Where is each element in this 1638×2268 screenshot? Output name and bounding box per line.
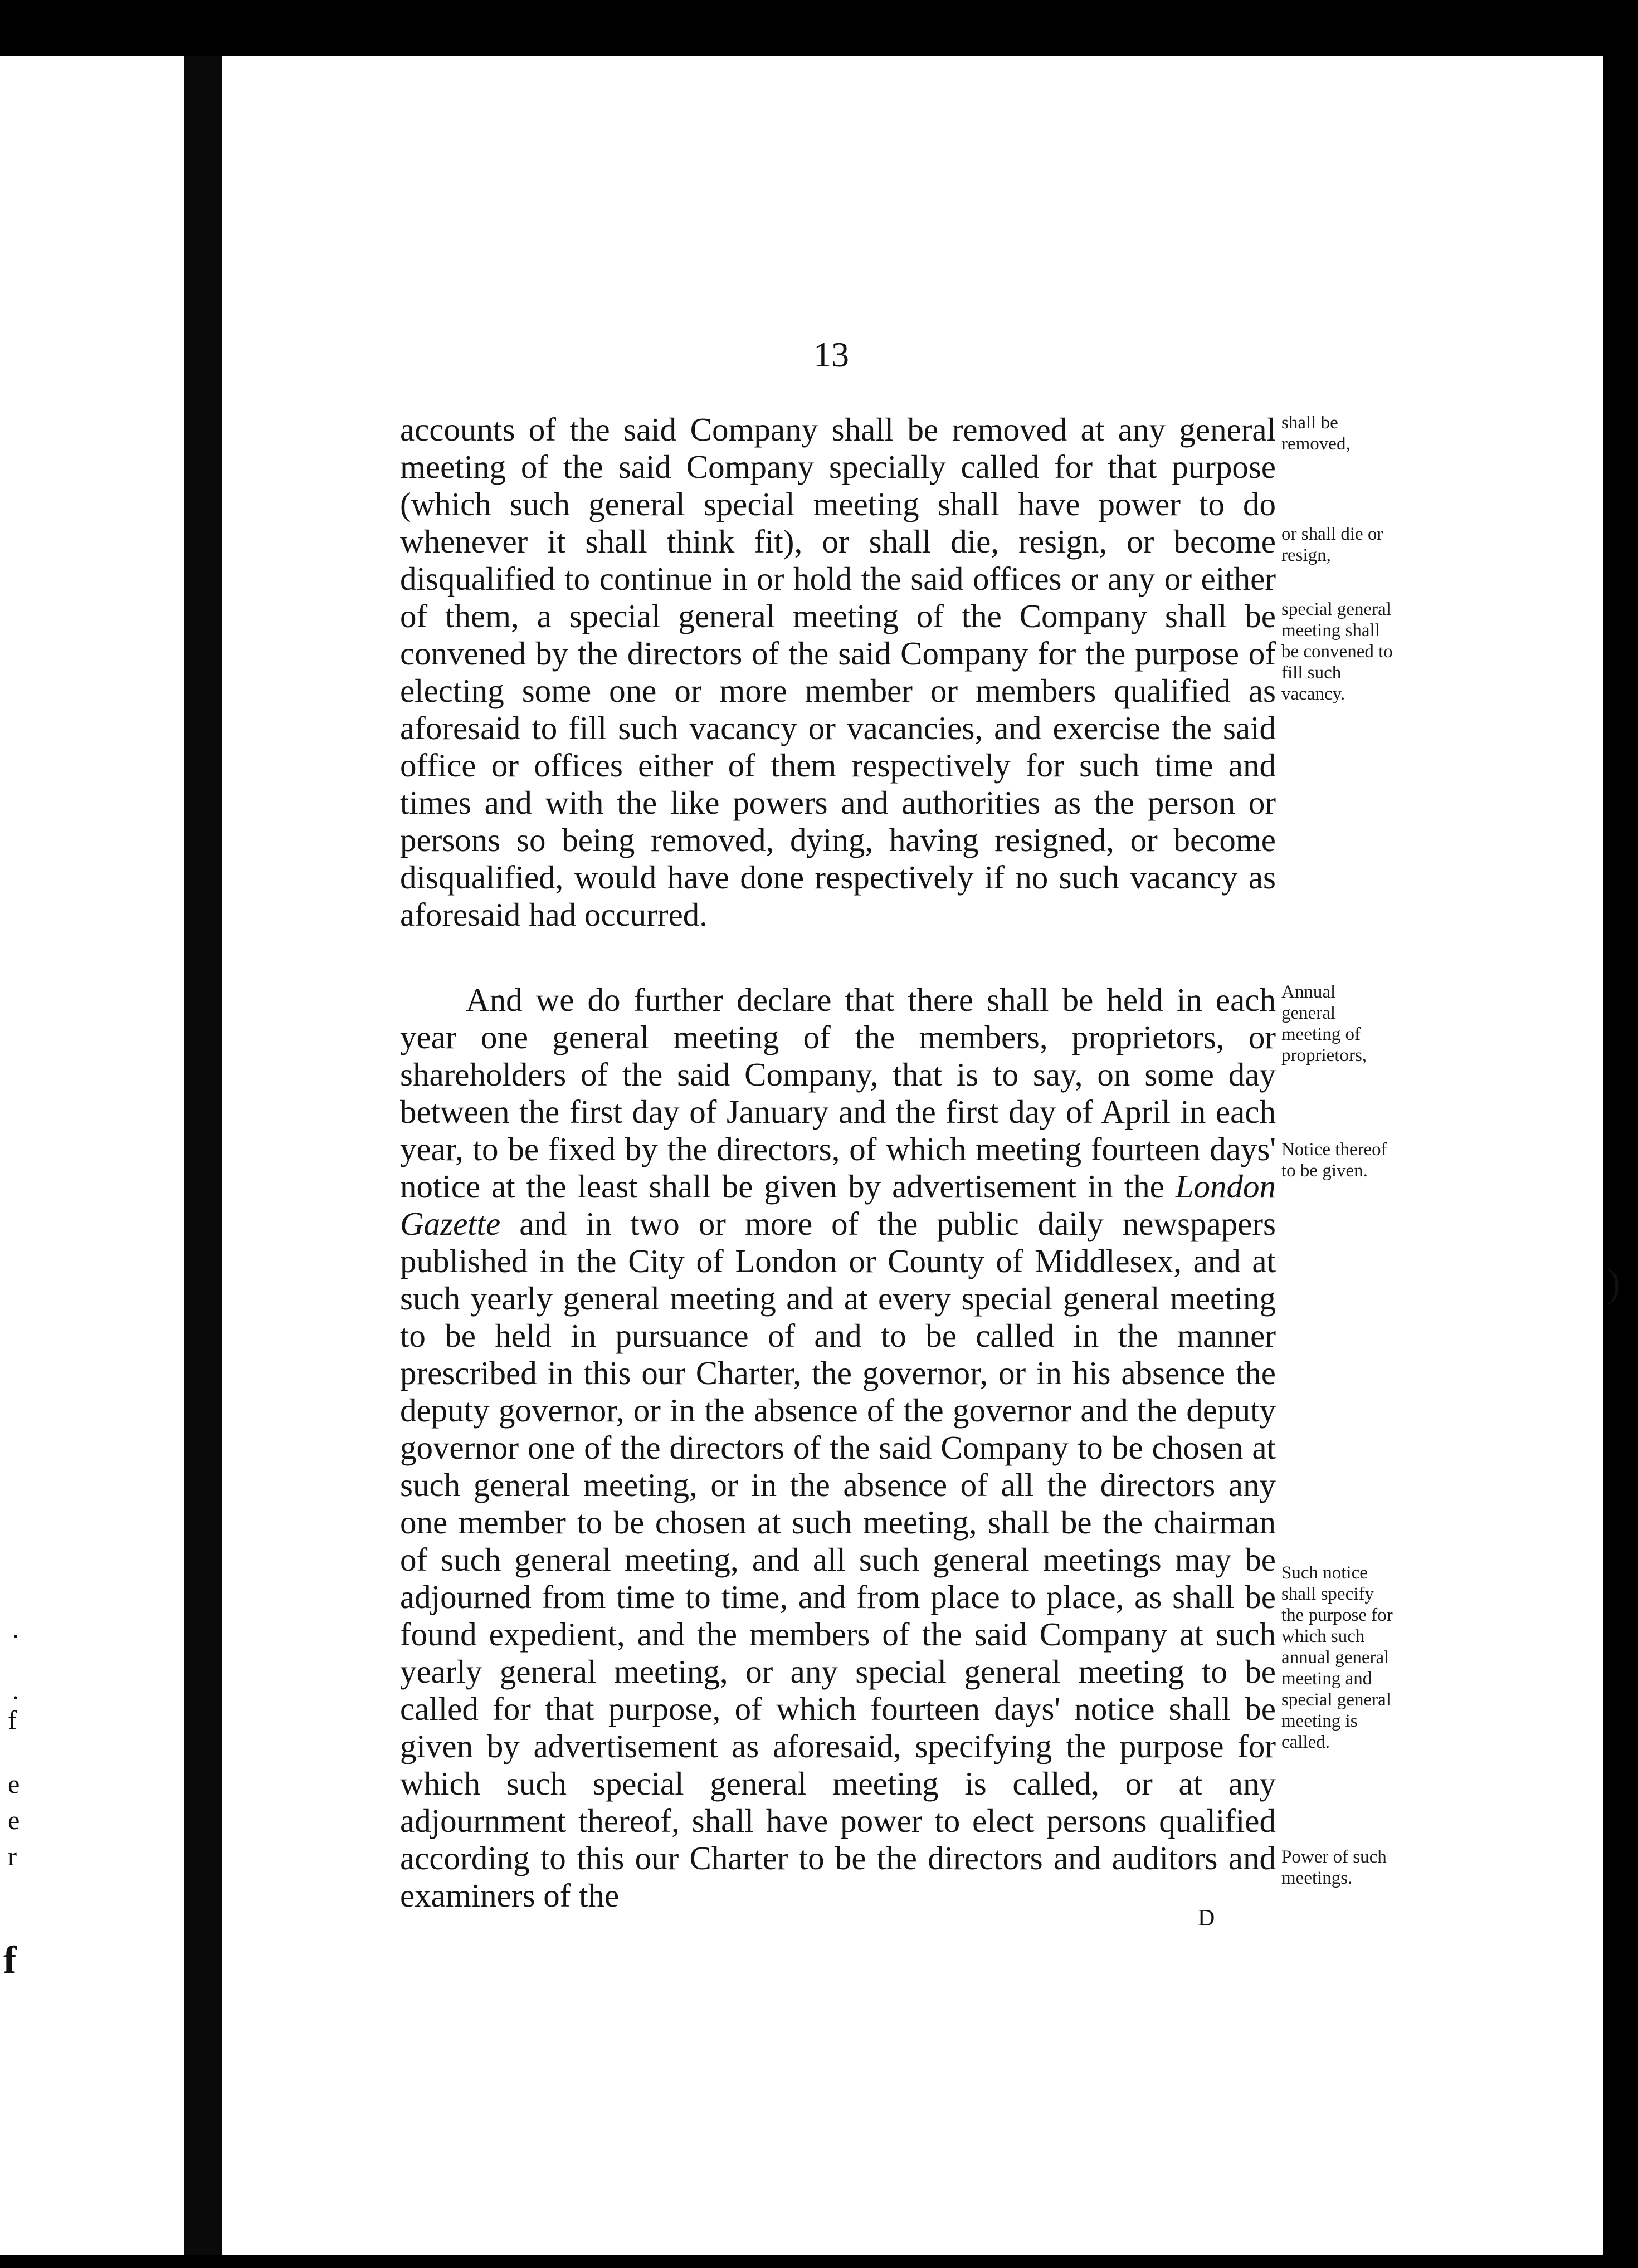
left-mark: r (8, 1842, 17, 1871)
left-mark: · (11, 1683, 20, 1713)
body-text-block-2 (400, 981, 1276, 1914)
edge-mark: ) (1607, 1262, 1621, 1305)
margin-note: Annual general meeting of proprietors, (1281, 982, 1367, 1065)
left-mark: · (11, 1622, 20, 1651)
left-page-edge (0, 56, 184, 2255)
paragraph-2-text-b: and in two or more of the public daily newspapers published in the City of London or County of Middlesex, and at such yearly general meeting and at every special general meeting to be held in pursuance of and to be called in the manner prescribed in this our Charter, the governor, or in his absence the deputy governor, or in the absence of the governor and the deputy governor one of the directors of the said Company to be chosen at such general meeting, or in the absence of all the directors any one member to be chosen at such meeting, shall be the chairman of such general meeting, and all such general meetings may be adjourned from time to time, and from place to place, as shall be found expedient, and the members of the said Company at such yearly general meeting, or any special general meeting to be called for that purpose, of which fourteen days' notice shall be given by advertisement as aforesaid, specifying the purpose for which such special general meeting is called, or at any adjournment thereof, shall have power to elect persons qualified according to this our Charter to be the directors and auditors and examiners of the (400, 1205, 1276, 1914)
paragraph-1: accounts of the said Company shall be removed at any general meeting of the said Company specially called for that purpose (which such general special meeting shall have power to do whenever it shall think fit), or shall die, resign, or become disqualified to continue in or hold the said offices or any or either of them, a special general meeting of the Company shall be convened by the directors of the said Company for the purpose of electing some one or more member or members qualified as aforesaid to fill such vacancy or vacancies, and exercise the said office or offices either of them respectively for such time and times and with the like powers and authorities as the person or persons so being removed, dying, having resigned, or become disqualified, would have done respectively if no such vacancy as aforesaid had occurred. (400, 411, 1276, 933)
page-number: 13 (813, 335, 849, 374)
body-text-block (400, 411, 1276, 933)
left-mark: e (8, 1770, 20, 1799)
margin-note: shall be removed, (1281, 413, 1351, 454)
left-mark: f (3, 1939, 17, 1982)
margin-note: Notice thereof to be given. (1281, 1140, 1387, 1181)
paragraph-2 (400, 981, 1276, 1914)
left-mark: e (8, 1806, 20, 1835)
paragraph-2-text-a: And we do further declare that there shall be held in each year one general meeting of the members, proprietors, or shareholders of the said Company, that is to say, on some day between the first day of January and the first day of April in each year, to be fixed by the directors, of which meeting fourteen days' notice at the least shall be given by advertisement in the (400, 981, 1276, 1205)
paragraph-2-italic-title: London Gazette (400, 1168, 1276, 1242)
margin-note: special general meeting shall be convened to fill such vacancy. (1281, 599, 1393, 704)
margin-note: Such notice shall specify the purpose for which such annual general meeting and special general meeting is called. (1281, 1563, 1393, 1752)
book-spine-gutter (184, 56, 222, 2255)
margin-note: or shall die or resign, (1281, 524, 1383, 565)
signature-mark: D (1198, 1905, 1215, 1931)
margin-note: Power of such meetings. (1281, 1847, 1387, 1888)
left-mark: f (8, 1705, 17, 1735)
